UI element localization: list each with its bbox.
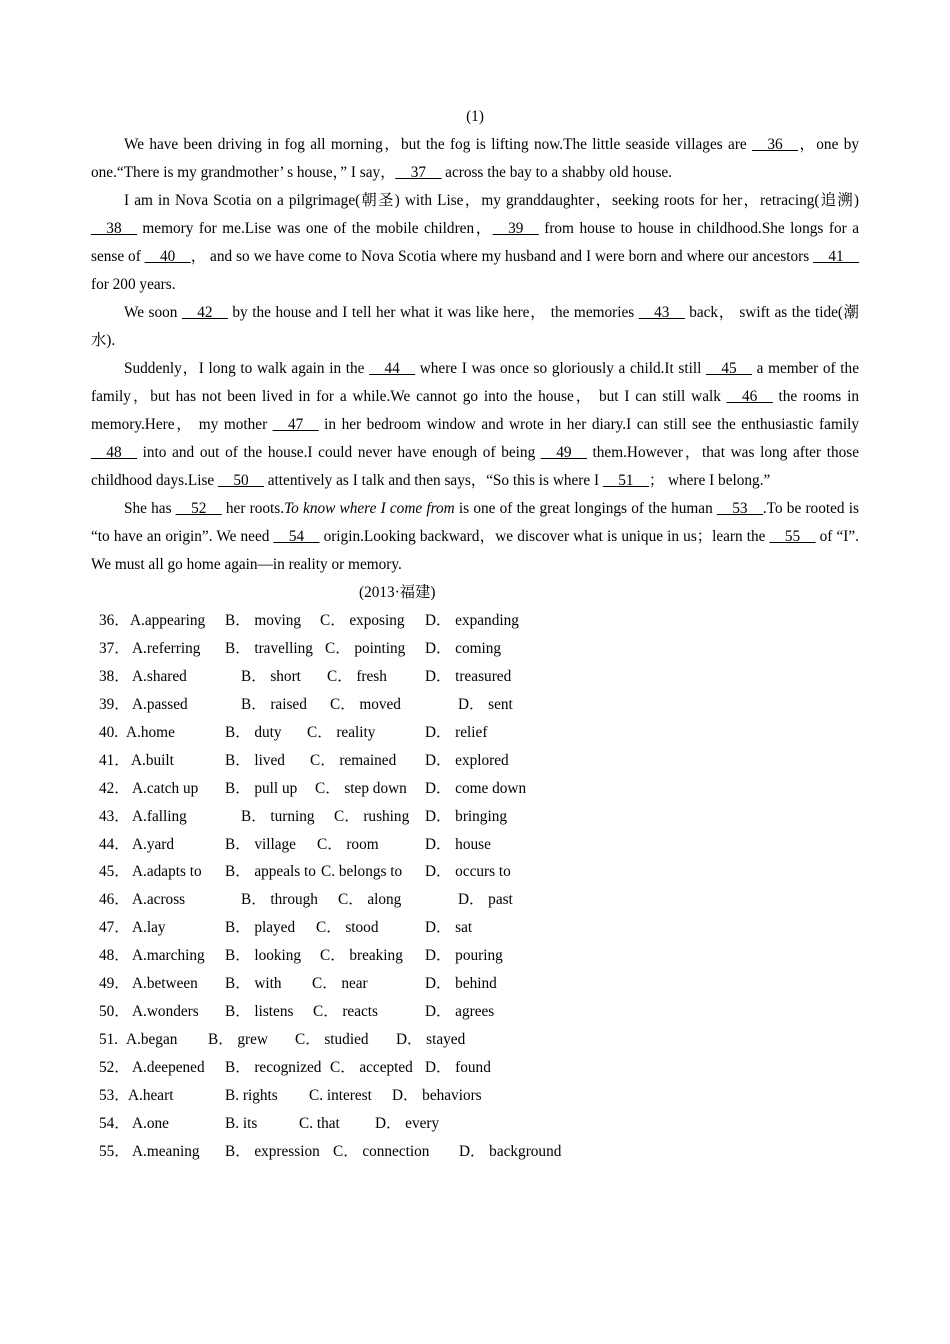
question-number: 36． bbox=[99, 612, 130, 629]
paragraph-5: She has __52__ her roots.To know where I come from is one of the great longings of the human __53__.To be rooted is “to have an origin”. We need __54__ origin.Looking backward，we discover what is unique in us；learn the __55__ of “I”. We must all go home again—in reality or memory. bbox=[91, 500, 860, 573]
blank-40: __40__ bbox=[144, 248, 191, 265]
option-a: A.one bbox=[132, 1114, 169, 1132]
option-c: C． breaking bbox=[320, 947, 403, 965]
option-b: B. its bbox=[225, 1114, 258, 1132]
blank-55: __55__ bbox=[769, 528, 816, 545]
option-d: D． sent bbox=[458, 695, 513, 713]
question-number: 49． bbox=[99, 975, 130, 993]
option-b: B． listens bbox=[225, 1003, 294, 1021]
option-row bbox=[91, 970, 859, 998]
blank-52: __52__ bbox=[175, 500, 222, 517]
option-a: A.wonders bbox=[132, 1003, 199, 1021]
option-a: A.marching bbox=[132, 947, 205, 965]
paragraph-2: I am in Nova Scotia on a pilgrimage(朝圣) with Lise，my granddaughter，seeking roots for her，retracing(追溯) __38__ memory for me.Lise was one of the mobile children，__39__ from house to house in childhood.She longs for a sense of __40__， and so we have come to Nova Scotia where my husband and I were born and where our ancestors __41__ for 200 years. bbox=[91, 192, 859, 293]
option-a: A.shared bbox=[132, 667, 187, 685]
option-row bbox=[91, 1054, 859, 1082]
option-c: C． reacts bbox=[313, 1003, 378, 1021]
option-row bbox=[91, 691, 859, 719]
question-number: 45． bbox=[99, 863, 130, 881]
blank-36: __36__ bbox=[752, 136, 798, 153]
option-c: C． accepted bbox=[330, 1059, 413, 1076]
option-row bbox=[91, 942, 859, 970]
option-a: A.referring bbox=[132, 639, 201, 657]
option-d: D． come down bbox=[425, 779, 527, 797]
option-b: B． moving bbox=[225, 612, 302, 629]
blank-50: __50__ bbox=[218, 472, 264, 489]
italic-phrase: To know where I come from bbox=[284, 500, 455, 517]
option-a: A.falling bbox=[132, 807, 187, 825]
option-a: A.across bbox=[132, 891, 186, 909]
option-a: A.meaning bbox=[132, 1142, 200, 1160]
option-d: D． behaviors bbox=[392, 1086, 482, 1104]
option-row bbox=[91, 831, 859, 859]
question-number: 46． bbox=[99, 891, 130, 909]
question-number: 47． bbox=[99, 919, 130, 937]
blank-43: __43__ bbox=[638, 304, 685, 321]
question-number: 43． bbox=[99, 807, 130, 825]
blank-49: __49__ bbox=[540, 444, 587, 461]
option-a: A.passed bbox=[132, 695, 188, 713]
option-d: D． pouring bbox=[425, 947, 503, 965]
option-d: D． explored bbox=[425, 751, 509, 769]
option-a: A.catch up bbox=[132, 779, 199, 797]
option-c: C． stood bbox=[316, 919, 379, 937]
option-b: B． duty bbox=[225, 723, 282, 741]
option-b: B． recognized bbox=[225, 1059, 322, 1076]
option-a: A.yard bbox=[132, 835, 175, 853]
question-number: 51. bbox=[99, 1031, 119, 1049]
option-c: C． reality bbox=[307, 723, 376, 741]
option-b: B． turning bbox=[241, 807, 315, 825]
option-c: C． step down bbox=[315, 779, 407, 797]
option-d: D． expanding bbox=[425, 612, 519, 629]
option-row bbox=[91, 886, 859, 914]
option-d: D． agrees bbox=[425, 1003, 495, 1021]
question-number: 53． bbox=[99, 1086, 130, 1104]
option-c: C． connection bbox=[333, 1142, 430, 1160]
option-c: C． pointing bbox=[325, 639, 406, 657]
option-row bbox=[91, 1082, 859, 1110]
option-d: D． found bbox=[425, 1059, 491, 1076]
option-d: D． stayed bbox=[396, 1031, 466, 1049]
option-b: B． played bbox=[225, 919, 296, 937]
question-number: 37． bbox=[99, 639, 130, 657]
option-b: B． short bbox=[241, 667, 301, 685]
option-c: C． moved bbox=[330, 695, 401, 713]
option-row bbox=[91, 663, 859, 691]
blank-54: __54__ bbox=[273, 528, 320, 545]
option-row bbox=[91, 1110, 859, 1138]
option-b: B． raised bbox=[241, 695, 307, 713]
option-d: D． relief bbox=[425, 723, 488, 741]
option-c: C. that bbox=[299, 1114, 340, 1132]
option-b: B． appeals to bbox=[225, 863, 316, 881]
option-row bbox=[91, 858, 859, 886]
question-number: 52． bbox=[99, 1059, 130, 1076]
blank-42: __42__ bbox=[181, 304, 228, 321]
option-c: C. interest bbox=[309, 1086, 372, 1104]
option-row bbox=[91, 914, 859, 942]
option-row bbox=[91, 607, 859, 635]
question-number: 50． bbox=[99, 1003, 130, 1021]
option-row bbox=[91, 747, 859, 775]
blank-37: __37__ bbox=[395, 164, 442, 181]
blank-44: __44__ bbox=[369, 360, 416, 377]
question-number: 42． bbox=[99, 779, 130, 797]
option-c: C． fresh bbox=[327, 667, 387, 685]
option-row bbox=[91, 803, 859, 831]
option-d: D． sat bbox=[425, 919, 473, 937]
paragraph-1: We have been driving in fog all morning，but the fog is lifting now.The little seaside villages are __36__，one by one.“There is my grandmother’ s house，” I say，__37__ across the bay to a shabby old house. bbox=[91, 136, 859, 181]
option-b: B． grew bbox=[208, 1031, 268, 1049]
blank-47: __47__ bbox=[272, 416, 319, 433]
option-b: B． looking bbox=[225, 947, 302, 965]
option-d: D． background bbox=[459, 1142, 562, 1160]
option-b: B. rights bbox=[225, 1086, 278, 1104]
option-b: B． pull up bbox=[225, 779, 298, 797]
option-d: D． coming bbox=[425, 639, 502, 657]
blank-45: __45__ bbox=[706, 360, 752, 377]
option-d: D． every bbox=[375, 1114, 440, 1132]
option-row bbox=[91, 775, 859, 803]
question-number: 40. bbox=[99, 723, 119, 741]
option-row bbox=[91, 635, 859, 663]
option-a: A.between bbox=[132, 975, 198, 993]
option-c: C． near bbox=[312, 975, 368, 993]
question-number: 44． bbox=[99, 835, 130, 853]
option-c: C． remained bbox=[310, 751, 397, 769]
option-a: A.heart bbox=[128, 1086, 174, 1104]
blank-41: __41__ bbox=[813, 248, 859, 265]
option-d: D． behind bbox=[425, 975, 497, 993]
option-c: C． along bbox=[338, 891, 402, 909]
blank-51: __51__ bbox=[602, 472, 649, 489]
paragraph-3: We soon __42__ by the house and I tell her what it was like here， the memories __43__ back， swift as the tide(潮水). bbox=[91, 304, 859, 349]
blank-46: __46__ bbox=[726, 388, 773, 405]
blank-48: __48__ bbox=[91, 444, 137, 461]
option-b: B． expression bbox=[225, 1142, 320, 1160]
question-number: 38． bbox=[99, 667, 130, 685]
option-b: B． through bbox=[241, 891, 318, 909]
option-a: A.appearing bbox=[130, 612, 206, 629]
option-c: C． studied bbox=[295, 1031, 369, 1049]
option-a: A.lay bbox=[132, 919, 166, 937]
question-number: 41． bbox=[99, 751, 130, 769]
exam-page bbox=[91, 103, 859, 1166]
option-a: A.adapts to bbox=[132, 863, 202, 881]
option-row bbox=[91, 1026, 859, 1054]
blank-39: __39__ bbox=[492, 220, 539, 237]
option-d: D． bringing bbox=[425, 807, 508, 825]
option-d: D． past bbox=[458, 891, 513, 909]
option-b: B． lived bbox=[225, 751, 285, 769]
option-b: B． travelling bbox=[225, 639, 313, 657]
blank-53: __53__ bbox=[716, 500, 763, 517]
option-a: A.built bbox=[131, 751, 174, 769]
blank-38: __38__ bbox=[91, 220, 137, 237]
option-row bbox=[91, 1138, 859, 1166]
options-list bbox=[91, 607, 859, 1166]
option-c: C． room bbox=[317, 835, 379, 853]
question-number: 39． bbox=[99, 695, 130, 713]
passage-number: (1) bbox=[466, 108, 484, 125]
option-d: D． occurs to bbox=[425, 863, 511, 881]
option-d: D． house bbox=[425, 835, 491, 853]
source-label: (2013·福建) bbox=[359, 584, 436, 601]
question-number: 48． bbox=[99, 947, 130, 965]
option-c: C. belongs to bbox=[321, 863, 403, 881]
question-number: 54． bbox=[99, 1114, 130, 1132]
question-number: 55． bbox=[99, 1142, 130, 1160]
option-row bbox=[91, 719, 859, 747]
option-a: A.deepened bbox=[132, 1059, 205, 1076]
paragraph-4: Suddenly，I long to walk again in the __44__ where I was once so gloriously a child.It still __45__ a member of the family，but has not been lived in for a while.We cannot go into the house， but I can still walk __46__ the rooms in memory.Here， my mother __47__ in her bedroom window and wrote in her diary.I can still see the enthusiastic family __48__ into and out of the house.I could never have enough of being __49__ them.However，that was long after those childhood days.Lise __50__ attentively as I talk and then says，“So this is where I __51__； where I belong.” bbox=[91, 360, 859, 489]
option-a: A.began bbox=[126, 1031, 178, 1049]
option-row bbox=[91, 998, 859, 1026]
option-b: B． with bbox=[225, 975, 282, 993]
option-d: D． treasured bbox=[425, 667, 512, 685]
option-a: A.home bbox=[126, 723, 175, 741]
option-c: C． exposing bbox=[320, 612, 405, 629]
option-c: C． rushing bbox=[334, 807, 410, 825]
option-b: B． village bbox=[225, 835, 296, 853]
